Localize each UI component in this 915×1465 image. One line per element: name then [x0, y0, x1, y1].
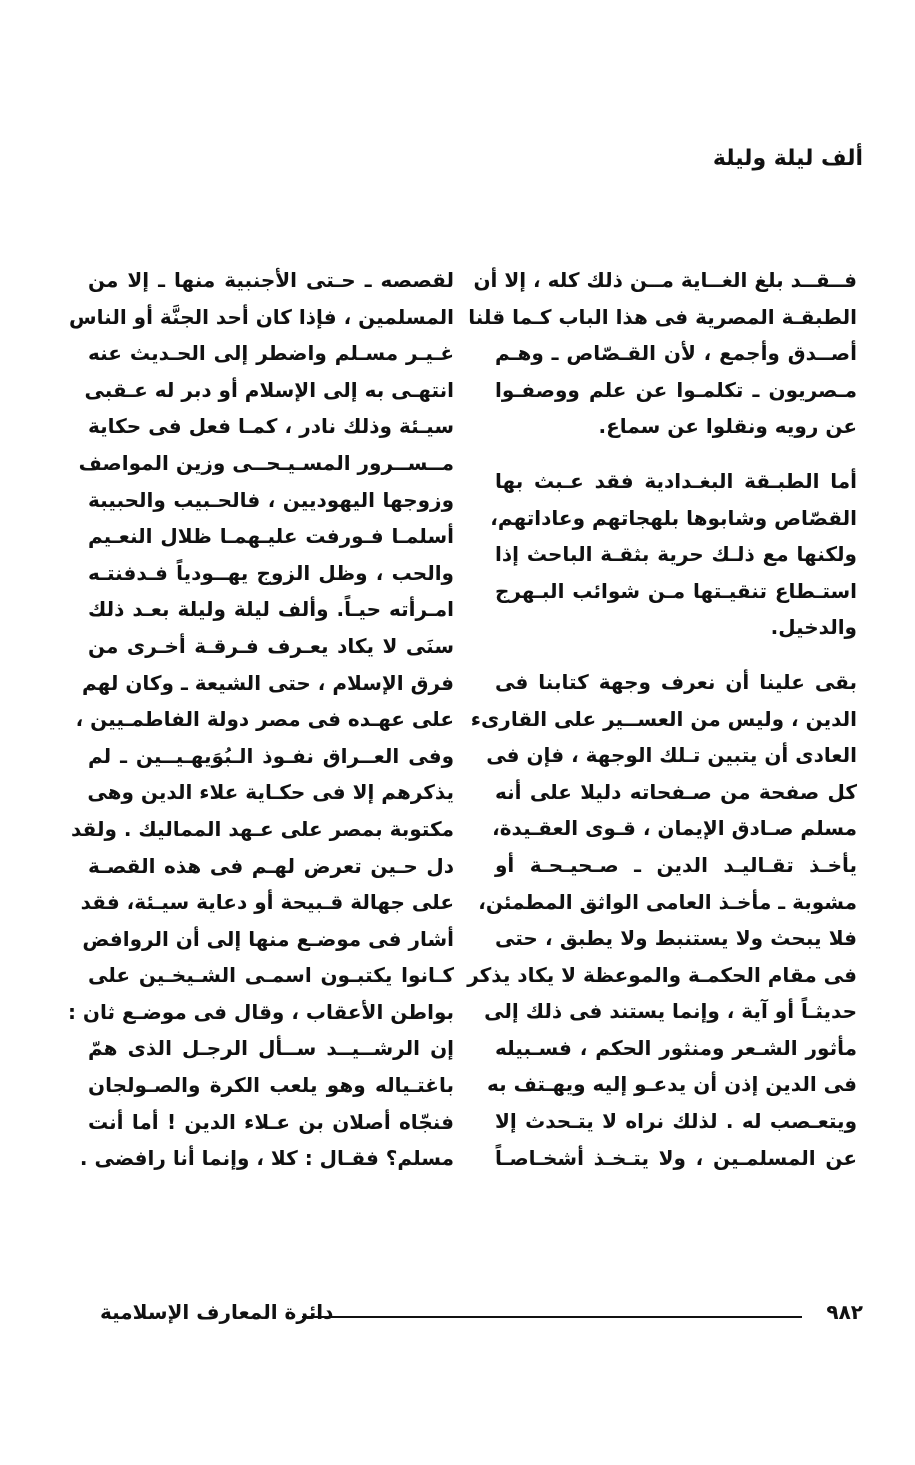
text-line: ولكنها مع ذلـك حرية بثقـة الباحث إذا: [495, 542, 857, 567]
page-footer: [0, 1300, 915, 1340]
paragraph: [67, 262, 454, 1177]
text-line: وفى العــراق نفـوذ الـبُوَيهـيــين ـ لم: [88, 743, 454, 768]
text-line: فلا يبحث ولا يستنبط ولا يطبق ، حتى: [495, 926, 857, 951]
text-line: الطبقـة المصرية فى هذا الباب كـما قلنا: [468, 304, 857, 329]
text-line: عن المسلمـين ، ولا يتـخـذ أشخـاصـاً: [495, 1145, 857, 1170]
text-line: غـيـر مسـلم واضطر إلى الحـديث عنه: [88, 341, 454, 366]
text-line: بواطن الأعقاب ، وقال فى موضـع ثان :: [67, 999, 454, 1024]
text-line: إن الرشــيــد ســأل الرجـل الذى همّ: [88, 1036, 454, 1061]
text-line: عن رويه ونقلوا عن سماع.: [598, 414, 857, 439]
text-line: فى الدين إذن أن يدعـو إليه ويهـتف به: [487, 1072, 857, 1097]
text-line: يذكرهم إلا فى حكـاية علاء الدين وهى: [87, 780, 454, 805]
text-line: العادى أن يتبين تـلك الوجهة ، فإن فى: [486, 743, 857, 768]
text-line: باغتـياله وهو يلعب الكرة والصـولجان: [88, 1073, 454, 1098]
text-line: فــقــد بلغ الغــاية مــن ذلك كله ، إلا أن: [473, 268, 857, 292]
text-line: فرق الإسلام ، حتى الشيعة ـ وكان لهم: [81, 670, 454, 695]
running-header: ألف ليلة وليلة: [712, 146, 863, 171]
text-line: دل حـين تعرض لهـم فى هذه القصـة: [88, 853, 454, 878]
text-line: على جهالة قـبيحة أو دعاية سيـئة، فقد: [80, 890, 454, 915]
text-line: بقى علينا أن نعرف وجهة كتابنا فى: [495, 669, 857, 694]
footer-title: دائرة المعارف الإسلامية: [100, 1300, 334, 1324]
paragraph: [468, 262, 857, 445]
page-number: ٩٨٢: [826, 1300, 863, 1324]
text-line: المسلمين ، فإذا كان أحد الجنَّة أو الناس: [69, 304, 454, 329]
text-line: مكتوبة بمصر على عـهد المماليك . ولقد: [71, 816, 454, 841]
text-line: مسلم صـادق الإيمان ، قـوى العقـيدة،: [492, 816, 857, 841]
text-line: القصّاص وشابوها بلهجاتهم وعاداتهم،: [490, 505, 857, 530]
text-line: مـصريون ـ تكلمـوا عن علم ووصفـوا: [495, 377, 857, 402]
text-line: سنَى لا يكاد يعـرف فـرقـة أخـرى من: [88, 633, 454, 658]
text-line: استـطاع تنقيـتها مـن شوائب البـهرج: [495, 578, 857, 603]
text-line: أسلمـا فـورفت عليـهمـا ظلال النعـيم: [88, 524, 454, 549]
paragraph: [490, 463, 857, 646]
text-line: والحب ، وظل الزوج يهــودياً فـدفنتـه: [88, 560, 454, 585]
text-line: وزوجها اليهوديين ، فالحـبيب والحبيبة: [88, 487, 454, 512]
text-line: فى مقام الحكمـة والموعظة لا يكاد يذكر: [467, 962, 857, 987]
text-line: أشار فى موضـع منها إلى أن الروافض: [82, 926, 454, 951]
right-column: [467, 262, 857, 1176]
text-line: يأخـذ تقـاليـد الدين ـ صـحيـحـة أو: [495, 852, 857, 877]
text-line: انتهـى به إلى الإسلام أو دبر له عـقبى: [84, 377, 454, 402]
text-line: كل صفحة من صـفحاته دليلا على أنه: [495, 779, 857, 804]
text-line: ويتعـصب له . لذلك نراه لا يتـحدث إلا: [495, 1109, 857, 1134]
text-line: أصــدق وأجمع ، لأن القـصّاص ـ وهـم: [495, 341, 857, 366]
text-line: لقصصه ـ حـتى الأجنبية منها ـ إلا من: [88, 268, 454, 292]
left-column: [67, 262, 454, 1177]
text-line: الدين ، وليس من العســير على القارىء: [470, 706, 857, 731]
text-line: امـرأته حيـاً. وألف ليلة وليلة بعـد ذلك: [88, 597, 454, 622]
footer-divider: [302, 1316, 802, 1318]
text-line: كـانوا يكتبـون اسمـى الشـيخـين على: [88, 963, 454, 988]
text-line: مسلم؟ فقـال : كلا ، وإنما أنا رافضى .: [79, 1146, 454, 1171]
text-line: حديثـاً أو آية ، وإنما يستند فى ذلك إلى: [484, 999, 857, 1024]
text-line: على عهـده فى مصر دولة الفاطمـيين ،: [75, 707, 454, 732]
text-line: مأثور الشـعر ومنثور الحكم ، فسـبيله: [495, 1035, 857, 1060]
text-line: أما الطبـقة البغـدادية فقد عـبث بها: [495, 468, 857, 493]
text-line: مــســرور المسـيـحــى وزين المواصف: [78, 450, 454, 475]
text-line: والدخيل.: [770, 615, 857, 640]
text-line: مشوبة ـ مأخـذ العامى الواثق المطمئن،: [478, 889, 857, 914]
text-line: سيـئة وذلك نادر ، كمـا فعل فى حكاية: [88, 414, 454, 439]
paragraph: [467, 664, 857, 1176]
text-line: فنجّاه أصلان بن عـلاء الدين ! أما أنت: [88, 1109, 454, 1134]
